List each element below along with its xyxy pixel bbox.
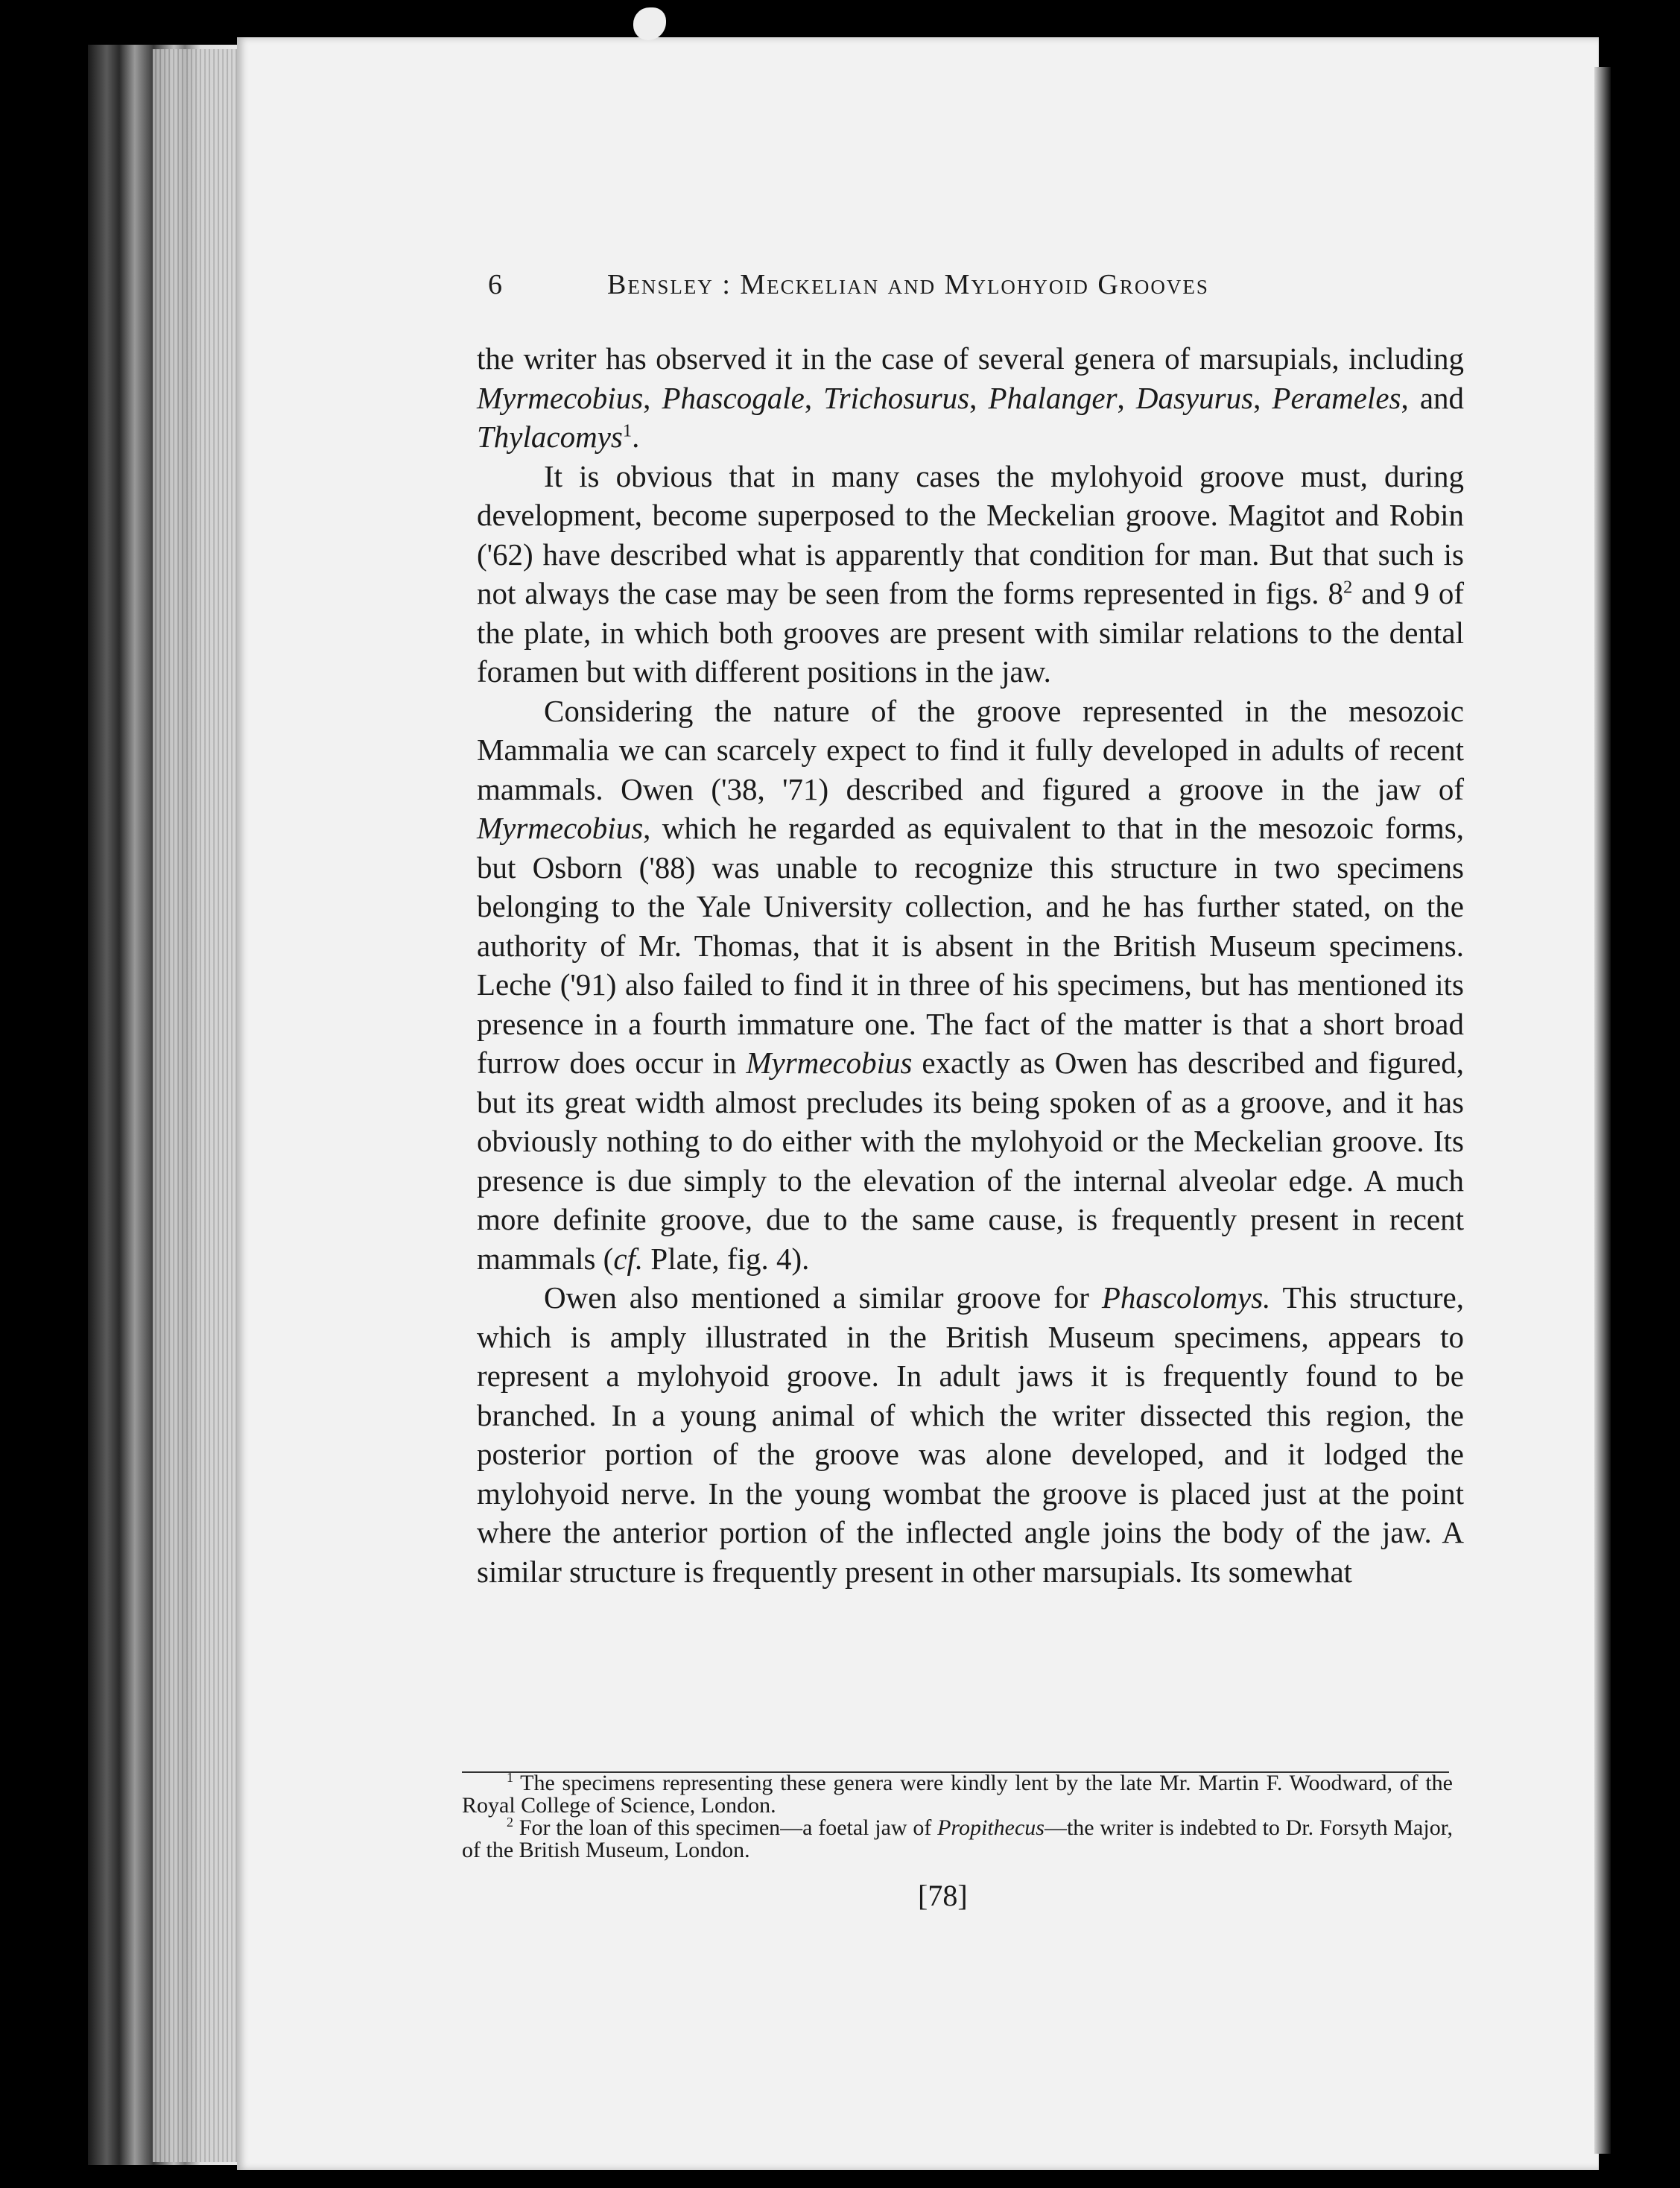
genus-name: Phascogale <box>662 380 805 415</box>
text-run: and 9 of the plate, in which both grooves are present with similar relations to the dental foramen but with different positions in the jaw. <box>477 576 1465 689</box>
page-number: [78] <box>918 1879 968 1912</box>
genus-name: Propithecus <box>937 1815 1045 1840</box>
text-run: This structure, which is amply illustrated in the British Museum specimens, appears to represent a mylohyoid groove. In adult jaws it is frequently found to be branched. In a young animal of which the writer dissected this region, the posterior portion of the groove was alone developed, and it lodged the mylohyoid nerve. In the young wombat the groove is placed just at the point where the anterior portion of the inflected angle joins the body of the jaw. A similar structure is frequently present in other marsupials. Its somewhat <box>477 1280 1464 1589</box>
body-text <box>477 339 1464 1591</box>
paragraph-1 <box>477 339 1464 457</box>
page-right-edge <box>1594 67 1611 2154</box>
text-run: , <box>969 380 989 415</box>
text-run: exactly as Owen has described and figured, but its great width almost precludes its being spoken of as a groove, and it has obviously nothing to do either with the mylohyoid or the Meckelian groove. Its presence is due simply to the elevation of the internal alveolar edge. A much more definite groove, due to the same cause, is frequently present in recent mammals ( <box>477 1046 1464 1276</box>
footnotes <box>462 1772 1453 1862</box>
footnote-text: —the writer is indebted to Dr. Forsyth Major, of the British Museum, London. <box>462 1815 1453 1862</box>
genus-name: Dasyurus <box>1135 380 1254 415</box>
text-run: , <box>1253 380 1272 415</box>
genus-name: Myrmecobius <box>746 1046 913 1080</box>
footnote-2 <box>462 1817 1453 1862</box>
footnote-ref: 2 <box>1343 577 1353 598</box>
footnote-text: The specimens representing these genera were kindly lent by the late Mr. Martin F. Woodward, of the Royal College of Science, London. <box>462 1771 1453 1818</box>
text-run: Plate, fig. 4). <box>643 1241 810 1276</box>
text-run: Owen also mentioned a similar groove for <box>544 1280 1102 1315</box>
genus-name: Thylacomys <box>477 420 623 454</box>
genus-name: Perameles <box>1272 380 1401 415</box>
paragraph-4 <box>477 1278 1464 1591</box>
paragraph-3 <box>477 692 1464 1279</box>
text-run: , <box>804 380 824 415</box>
genus-name: Myrmecobius <box>477 380 644 415</box>
genus-name: Myrmecobius <box>477 811 644 845</box>
genus-name: Phalanger <box>988 380 1118 415</box>
page-folio: 6 <box>488 269 503 300</box>
footnote-mark: 1 <box>507 1770 513 1786</box>
text-run: Considering the nature of the groove represented in the mesozoic Mammalia we can scarcely expect to find it fully developed in adults of recent mammals. Owen ('38, '71) described and figured a groove in the jaw of <box>477 693 1464 806</box>
text-run: , <box>1117 380 1136 415</box>
paragraph-2 <box>477 457 1464 692</box>
running-title: Bensley : Meckelian and Mylohyoid Grooves <box>607 269 1209 300</box>
page-stack-edges <box>153 49 242 2162</box>
genus-name: Phascolomys. <box>1101 1280 1271 1315</box>
text-run: It is obvious that in many cases the mylohyoid groove must, during development, become superposed to the Meckelian groove. Magitot and Robin ('62) have described what is apparently that condition for man. But that such is not always the case may be seen from the forms represented in figs. 8 <box>477 458 1464 610</box>
footnote-ref: 1 <box>622 420 633 441</box>
text-run: , which he regarded as equivalent to that in the mesozoic forms, but Osborn ('88) was unable to recognize this structure in two specimens belonging to the Yale University collection, and he has further stated, on the authority of Mr. Thomas, that it is absent in the British Museum specimens. Leche ('91) also failed to find it in three of his specimens, but has mentioned its presence in a fourth immature one. The fact of the matter is that a short broad furrow does occur in <box>477 811 1464 1080</box>
footnote-text: For the loan of this specimen—a foetal jaw of <box>513 1815 938 1840</box>
citation-abbrev: cf. <box>613 1241 644 1276</box>
text-run: the writer has observed it in the case of several genera of marsupials, including <box>477 341 1464 376</box>
running-header <box>488 268 1360 306</box>
text-run: , and <box>1401 380 1465 415</box>
text-run: . <box>632 420 640 454</box>
footnote-1 <box>462 1772 1453 1817</box>
footnote-mark: 2 <box>507 1815 513 1830</box>
text-run: , <box>643 380 662 415</box>
genus-name: Trichosurus <box>823 380 970 415</box>
